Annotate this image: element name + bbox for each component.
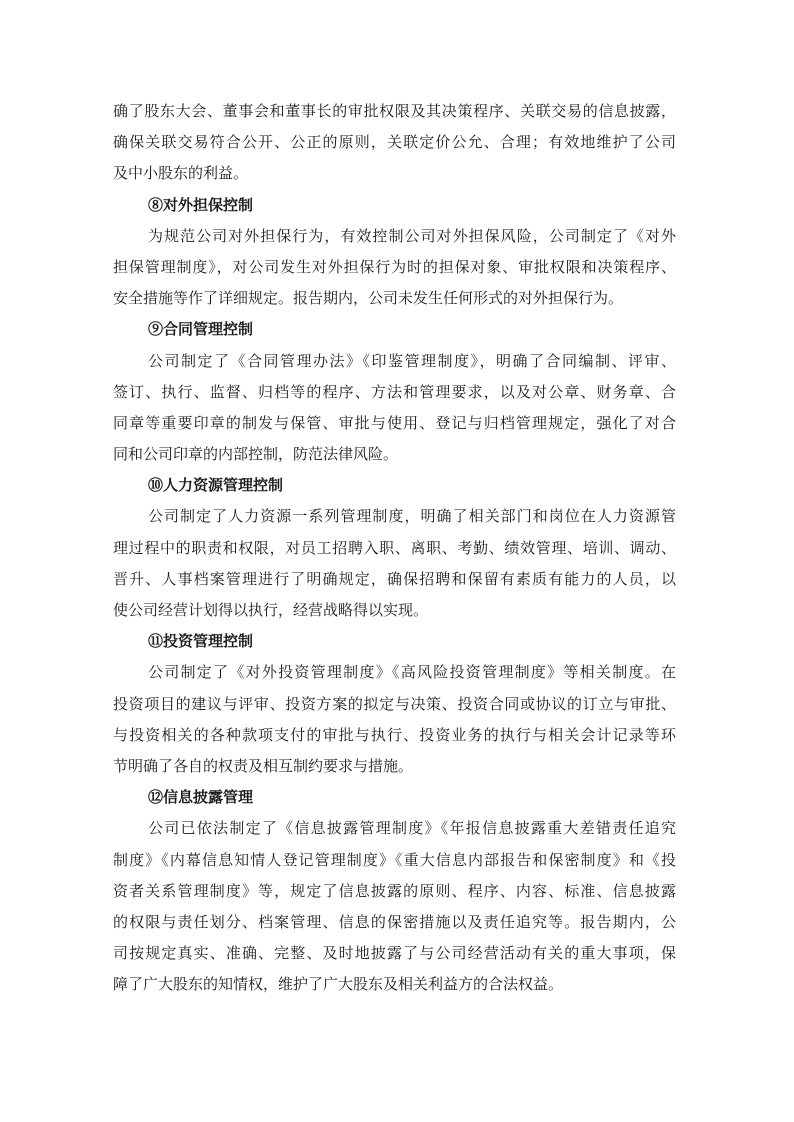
section-heading: ⑩人力资源管理控制: [148, 478, 284, 495]
section-heading: ⑧对外担保控制: [148, 197, 254, 214]
text-line: 为规范公司对外担保行为，有效控制公司对外担保风险，公司制定了《对外: [148, 228, 676, 245]
text-line: 节明确了各自的权责及相互制约要求与措施。: [113, 758, 414, 775]
text-line: 安全措施等作了详细规定。报告期内，公司未发生任何形式的对外担保行为。: [113, 291, 624, 308]
section-heading: ⑨合同管理控制: [148, 322, 254, 339]
text-line: 公司制定了《对外投资管理制度》《高风险投资管理制度》等相关制度。在: [148, 665, 676, 682]
text-line: 同和公司印章的内部控制，防范法律风险。: [113, 447, 399, 464]
text-line: 制度》《内幕信息知情人登记管理制度》《重大信息内部报告和保密制度》和《投: [113, 852, 676, 869]
text-line: 同章等重要印章的制发与保管、审批与使用、登记与归档管理规定，强化了对合: [113, 415, 676, 432]
text-line: 确保关联交易符合公开、公正的原则，关联定价公允、合理；有效地维护了公司: [113, 135, 676, 152]
text-block: [113, 97, 676, 1001]
text-line: 公司已依法制定了《信息披露管理制度》《年报信息披露重大差错责任追究: [148, 821, 676, 838]
text-line: 司按规定真实、准确、完整、及时地披露了与公司经营活动有关的重大事项，保: [113, 946, 676, 963]
text-line: 使公司经营计划得以执行，经营战略得以实现。: [113, 603, 429, 619]
text-line: 投资项目的建议与评审、投资方案的拟定与决策、投资合同或协议的订立与审批、: [113, 696, 676, 713]
text-line: 晋升、人事档案管理进行了明确规定，确保招聘和保留有素质有能力的人员，以: [113, 571, 676, 588]
text-line: 资者关系管理制度》等，规定了信息披露的原则、程序、内容、标准、信息披露: [113, 883, 676, 900]
section-heading: ⑪投资管理控制: [148, 634, 254, 651]
section-heading: ⑫信息披露管理: [148, 790, 254, 807]
text-line: 理过程中的职责和权限，对员工招聘入职、离职、考勤、绩效管理、培训、调动、: [113, 540, 676, 557]
text-line: 公司制定了《合同管理办法》《印鉴管理制度》，明确了合同编制、评审、: [148, 353, 676, 370]
text-line: 的权限与责任划分、档案管理、信息的保密措施以及责任追究等。报告期内，公: [113, 914, 676, 931]
text-line: 及中小股东的利益。: [113, 166, 249, 183]
text-line: 担保管理制度》，对公司发生对外担保行为时的担保对象、审批权限和决策程序、: [113, 259, 676, 276]
text-line: 与投资相关的各种款项支付的审批与执行、投资业务的执行与相关会计记录等环: [113, 727, 676, 744]
text-line: 签订、执行、监督、归档等的程序、方法和管理要求，以及对公章、财务章、合: [113, 384, 676, 401]
text-line: 确了股东大会、董事会和董事长的审批权限及其决策程序、关联交易的信息披露，: [113, 104, 676, 120]
text-line: 障了广大股东的知情权，维护了广大股东及相关利益方的合法权益。: [113, 977, 564, 994]
text-line: 公司制定了人力资源一系列管理制度，明确了相关部门和岗位在人力资源管: [148, 509, 676, 526]
